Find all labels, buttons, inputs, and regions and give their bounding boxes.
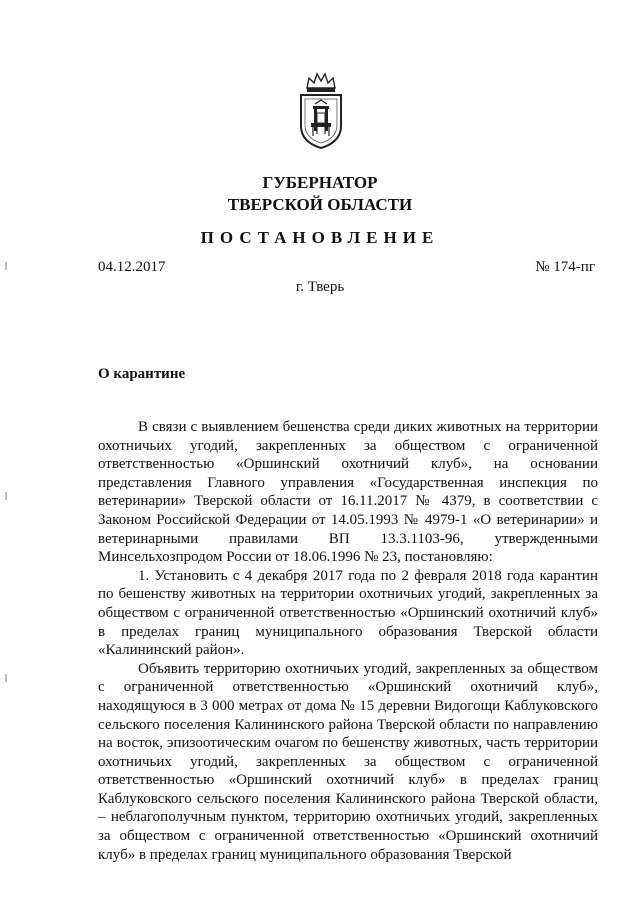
paragraph-item-1: 1. Установить с 4 декабря 2017 года по 2 февраля 2018 года карантин по бешенству животных на территории охотничьих угодий, закрепленных за обществом с ограниченной ответственностью «Оршинский охотничий клуб» в пределах границ муниципального образования Тверской области «Калининский район».	[98, 567, 598, 659]
paragraph-preamble: В связи с выявлением бешенства среди диких животных на территории охотничьих угодий, закрепленных за обществом с ограниченной ответственностью «Оршинский охотничий клуб», на основании представления Главного управления «Государственная инспекция по ветеринарии» Тверской области от 16.11.2017 № 4379, в соответствии с Законом Российской Федерации от 14.05.1993 № 4979-1 «О ветеринарии» и ветеринарными правилами ВП 13.3.1103-96, утвержденными Минсельхозпродом России от 18.06.1996 № 23, постановляю:	[98, 419, 598, 566]
document-type: ПОСТАНОВЛЕНИЕ	[200, 228, 440, 247]
scan-margin-mark	[5, 674, 7, 682]
scan-margin-mark	[5, 262, 7, 270]
document-subject: О карантине	[98, 366, 186, 382]
tver-coat-of-arms-icon	[297, 70, 345, 150]
document-date: 04.12.2017	[98, 259, 166, 275]
issuer-title-line1: ГУБЕРНАТОР	[262, 173, 378, 192]
document-body	[98, 418, 598, 864]
document-city: г. Тверь	[295, 279, 345, 295]
paragraph-declaration: Объявить территорию охотничьих угодий, закрепленных за обществом с ограниченной ответственностью «Оршинский охотничий клуб», находящуюся в 3 000 метрах от дома № 15 деревни Видогощи Каблуковского сельского поселения Калининского района Тверской области по направлению на восток, эпизоотическим очагом по бешенству животных, часть территории охотничьих угодий, закрепленных за обществом с ограниченной ответственностью «Оршинский охотничий клуб» в пределах границ Каблуковского сельского поселения Калининского района Тверской области, – неблагополучным пунктом, территорию охотничьих угодий, закрепленных за обществом с ограниченной ответственностью «Оршинский охотничий клуб» в пределах границ муниципального образования Тверской	[98, 660, 598, 863]
issuer-title-line2: ТВЕРСКОЙ ОБЛАСТИ	[227, 195, 413, 214]
document-number: № 174-пг	[535, 259, 595, 275]
scan-margin-mark	[5, 492, 7, 500]
